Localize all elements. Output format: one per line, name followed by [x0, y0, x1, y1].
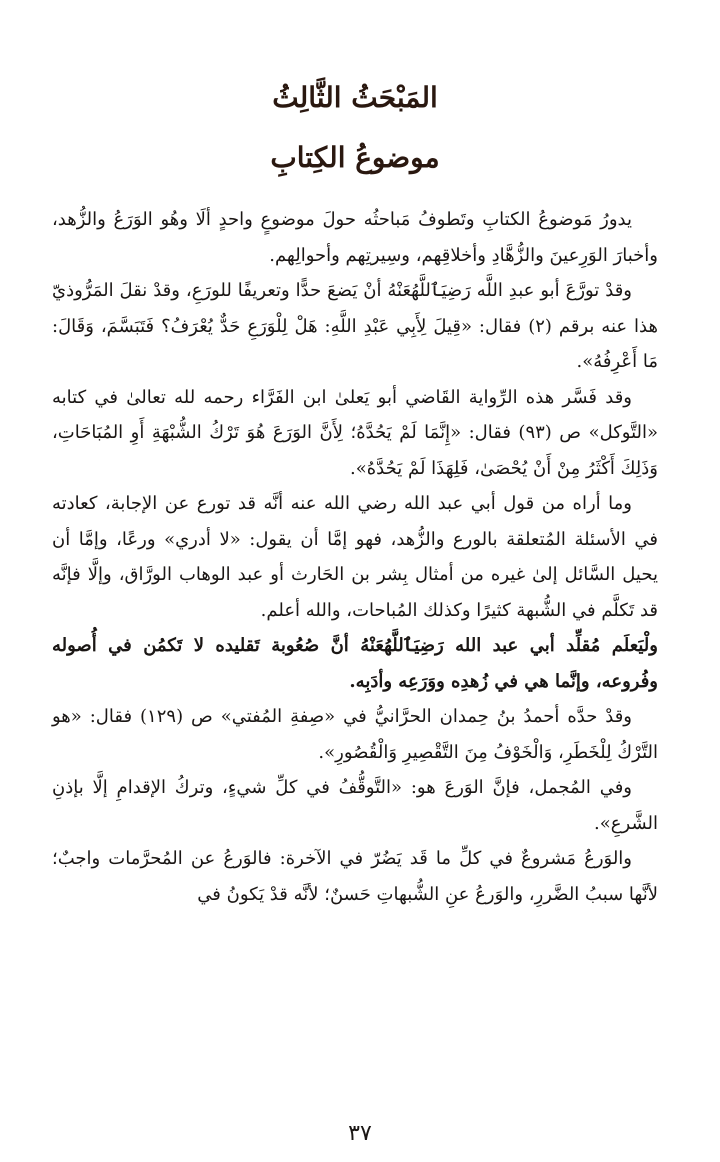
paragraph-legality: والوَرعُ مَشروعٌ في كلِّ ما قَد يَضُرّ في الآخرة: فالوَرعُ عن المُحرَّمات واجبٌ؛ لأنَّها سببُ الضَّررِ، والوَرعُ عنِ الشُّبهاتِ حَسنٌ؛ لأنَّه قدْ يَكونُ في [52, 848, 658, 905]
document-page [0, 70, 720, 1162]
paragraph-topic: يدورُ مَوضوعُ الكتابِ وتَطوفُ مَباحثُه حولَ موضوعٍ واحدٍ ألَا وهُو الوَرَعُ والزُّهد، وأخبارَ الوَرِعينَ والزُّهَّادِ وأخلاقِهم، وسِيرتِهم وأحوالِهم. [52, 209, 658, 266]
paragraph-abu-yala-explanation: وقد فَسَّر هذه الرِّواية القَاضي أبو يَعلىٰ ابن الفَرَّاء رحمه لله تعالىٰ في كتابه «التَّوكل» ص (٩٣) فقال: «إِنَّمَا لَمْ يَحُدَّهُ؛ لِأَنَّ الوَرَعَ هُوَ تَرْكُ الشُّبْهَةِ أَوِ المُبَاحَاتِ، وَذَلِكَ أَكْثَرُ مِنْ أَنْ يُحْصَىٰ، فَلِهَذَا لَمْ يَحُدَّهُ». [52, 386, 659, 479]
section-title: موضوعُ الكِتابِ [270, 141, 440, 174]
page-number: ٣٧ [348, 1121, 372, 1146]
section-label: المَبْحَثُ الثَّالِثُ [272, 81, 438, 114]
paragraph-harrani-definition: وقدْ حدَّه أحمدُ بنُ حِمدان الحرَّانيُّ في «صِفةِ المُفتي» ص (١٢٩) فقال: «هو التَّرْكُ لِلْخَطَرِ، وَالْخَوْفُ مِنَ التَّقْصِيرِ وَالْقُصُورِ». [52, 706, 658, 763]
paragraph-marrudhi-report: وقدْ تورَّعَ أبو عبدِ اللَّه رَضِيَٱللَّهُعَنْهُ أنْ يَضعَ حدًّا وتعريفًا للورَعِ، وقدْ نقلَ المَرُّوذيّ هذا عنه برقم (٢) فقال: «قِيلَ لِأَبِي عَبْدِ اللَّهِ: هَلْ لِلْوَرَعِ حَدٌّ يُعْرَفُ؟ فَتَبَسَّمَ، وَقَالَ: مَا أَعْرِفُهُ». [52, 280, 658, 372]
paragraph-author-view: وما أراه من قول أبي عبد الله رضي الله عنه أنَّه قد تورع عن الإجابة، كعادته في الأسئلة المُتعلقة بالورع والزُّهد، فهو إمَّا أن يقول: «لا أدري» ورعًا، وإمَّا أن يحيل السَّائل إلىٰ غيره من أمثال بِشر بن الحَارث أو عبد الوهاب الورَّاق، وإلَّا فإنَّه قد تَكلَّم في الشُّبهة كثيرًا وكذلك المُباحات، والله أعلم. [52, 493, 658, 621]
paragraph-general-definition: وفي المُجمل، فإنَّ الوَرعَ هو: «التَّوقُّفُ في كلِّ شيءٍ، وتركُ الإقدامِ إلَّا بإذنِ الشَّرعِ». [52, 777, 658, 834]
paragraph-emphasis: ولْيَعلَم مُقلِّد أبي عبد الله رَضِيَٱللَّهُعَنْهُ أنَّ صُعُوبة تَقليده لا تَكمُن في أُصوله وفُروعه، وإنَّما هي في زُهدِه ووَرَعِه وأدَبِه. [52, 635, 658, 692]
body-text [52, 202, 658, 912]
